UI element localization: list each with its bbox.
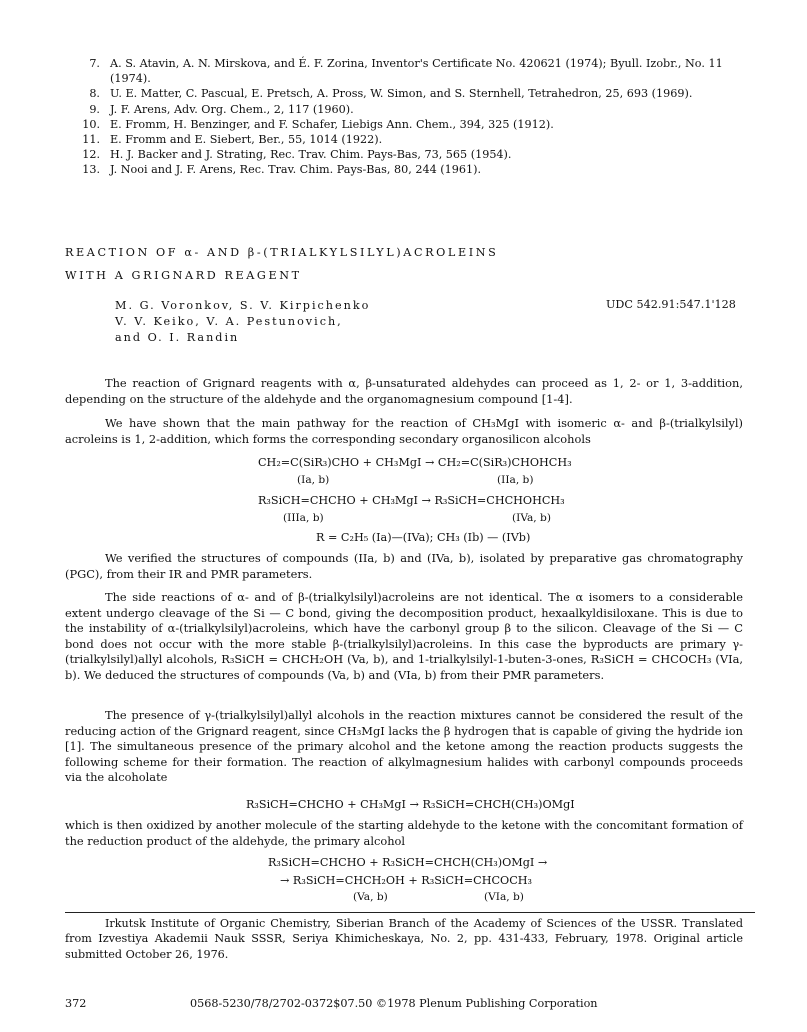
reference-item bbox=[62, 102, 752, 117]
equation-2-label-right: (IVa, b) bbox=[512, 512, 551, 524]
reference-item bbox=[62, 86, 752, 101]
article-title-line-1: REACTION OF α- AND β-(TRIALKYLSILYL)ACROLEINS bbox=[65, 246, 499, 259]
paragraph-2: We have shown that the main pathway for the reaction of CH₃MgI with isomeric α- and β-(trialkylsilyl) acroleins is 1, 2-addition, which forms the corresponding secondary organosilicon alcohols bbox=[65, 416, 743, 446]
article-title-line-2: WITH A GRIGNARD REAGENT bbox=[65, 269, 302, 282]
paragraph-3: We verified the structures of compounds (IIa, b) and (IVa, b), isolated by preparative gas chromatography (PGC), from their IR and PMR parameters. bbox=[65, 551, 743, 581]
reference-text: H. J. Backer and J. Strating, Rec. Trav. Chim. Pays-Bas, 73, 565 (1954). bbox=[110, 148, 512, 162]
paragraph-4: The side reactions of α- and of β-(trialkylsilyl)acroleins are not identical. The α isomers to a considerable extent undergo cleavage of the Si — C bond, giving the decomposition product, hexaalkyldisiloxane. This is due to the instability of α-(trialkylsilyl)acroleins, which have the carbonyl group β to the silicon. Cleavage of the Si — C bond does not occur with the more stable β-(trialkylsilyl)acroleins. In this case the byproducts are primary γ-(trialkylsilyl)allyl alcohols, R₃SiCH = CHCH₂OH (Va, b), and 1-trialkylsilyl-1-buten-3-ones, R₃SiCH = CHCOCH₃ (VIa, b). We deduced the structures of compounds (Va, b) and (VIa, b) from their PMR parameters. bbox=[65, 590, 743, 682]
paragraph-1: The reaction of Grignard reagents with α, β-unsaturated aldehydes can proceed as 1, 2- or 1, 3-addition, depending on the structure of the aldehyde and the organomagnesium compound [1-4]. bbox=[65, 376, 743, 406]
paragraph-5: The presence of γ-(trialkylsilyl)allyl alcohols in the reaction mixtures cannot be considered the result of the reducing action of the Grignard reagent, since CH₃MgI lacks the β hydrogen that is capable of giving the hydride ion [1]. The simultaneous presence of the primary alcohol and the ketone among the reaction products suggests the following scheme for their formation. The reaction of alkylmagnesium halides with carbonyl compounds proceeds via the alcoholate bbox=[65, 708, 743, 785]
reference-number: 10. bbox=[82, 117, 100, 131]
author-line: V. V. Keiko, V. A. Pestunovich, bbox=[115, 315, 343, 328]
equation-1-label-right: (IIa, b) bbox=[497, 474, 534, 486]
reference-number: 7. bbox=[89, 57, 100, 70]
page-number: 372 bbox=[65, 997, 87, 1010]
equation-6-label-left: (Va, b) bbox=[353, 891, 388, 903]
reference-item bbox=[62, 162, 752, 177]
paragraph-6: which is then oxidized by another molecule of the starting aldehyde to the ketone with the concomitant formation of the reduction product of the aldehyde, the primary alcohol bbox=[65, 818, 743, 848]
equation-1: CH₂=C(SiR₃)CHO + CH₃MgI → CH₂=C(SiR₃)CHOHCH₃ bbox=[258, 456, 572, 469]
equation-6: → R₃SiCH=CHCH₂OH + R₃SiCH=CHCOCH₃ bbox=[280, 874, 532, 887]
equation-2: R₃SiCH=CHCHO + CH₃MgI → R₃SiCH=CHCHOHCH₃ bbox=[258, 494, 565, 507]
reference-number: 8. bbox=[89, 87, 100, 101]
author-line: M. G. Voronkov, S. V. Kirpichenko bbox=[115, 299, 371, 312]
equation-2-label-left: (IIIa, b) bbox=[283, 512, 324, 524]
copyright-line: 0568-5230/78/2702-0372$07.50 ©1978 Plenum Publishing Corporation bbox=[190, 997, 598, 1010]
reference-text: E. Fromm, H. Benzinger, and F. Schafer, Liebigs Ann. Chem., 394, 325 (1912). bbox=[110, 117, 554, 131]
equation-6-label-right: (VIa, b) bbox=[484, 891, 524, 903]
reference-text: A. S. Atavin, A. N. Mirskova, and É. F. Zorina, Inventor's Certificate No. 420621 (1974); Byull. Izobr., No. 11 (1974). bbox=[110, 57, 723, 86]
footnote: Irkutsk Institute of Organic Chemistry, Siberian Branch of the Academy of Sciences of the USSR. Translated from Izvestiya Akademii Nauk SSSR, Seriya Khimicheskaya, No. 2, pp. 431-433, February, 1978. Original article submitted October 26, 1976. bbox=[65, 917, 743, 961]
equation-3: R = C₂H₅ (Ia)—(IVa); CH₃ (Ib) — (IVb) bbox=[316, 531, 531, 544]
reference-item bbox=[62, 132, 752, 147]
reference-item bbox=[62, 147, 752, 162]
reference-text: J. F. Arens, Adv. Org. Chem., 2, 117 (1960). bbox=[110, 102, 354, 116]
equation-4: R₃SiCH=CHCHO + CH₃MgI → R₃SiCH=CHCH(CH₃)OMgI bbox=[246, 798, 575, 811]
author-list bbox=[115, 298, 370, 346]
reference-text: U. E. Matter, C. Pascual, E. Pretsch, A. Pross, W. Simon, and S. Sternhell, Tetrahedron, 25, 693 (1969). bbox=[110, 87, 693, 101]
footnote-divider bbox=[65, 912, 755, 913]
author-line: and O. I. Randin bbox=[115, 331, 240, 344]
equation-1-label-left: (Ia, b) bbox=[297, 474, 330, 486]
reference-item bbox=[62, 117, 752, 132]
reference-number: 13. bbox=[82, 163, 100, 177]
reference-number: 9. bbox=[89, 102, 100, 116]
equation-5: R₃SiCH=CHCHO + R₃SiCH=CHCH(CH₃)OMgI → bbox=[268, 856, 548, 869]
reference-list bbox=[62, 56, 752, 178]
reference-number: 12. bbox=[82, 148, 100, 162]
reference-item bbox=[62, 56, 752, 86]
reference-text: J. Nooi and J. F. Arens, Rec. Trav. Chim. Pays-Bas, 80, 244 (1961). bbox=[110, 163, 482, 177]
reference-number: 11. bbox=[82, 133, 100, 147]
udc-code: UDC 542.91:547.1'128 bbox=[606, 298, 736, 311]
reference-text: E. Fromm and E. Siebert, Ber., 55, 1014 (1922). bbox=[110, 133, 383, 147]
